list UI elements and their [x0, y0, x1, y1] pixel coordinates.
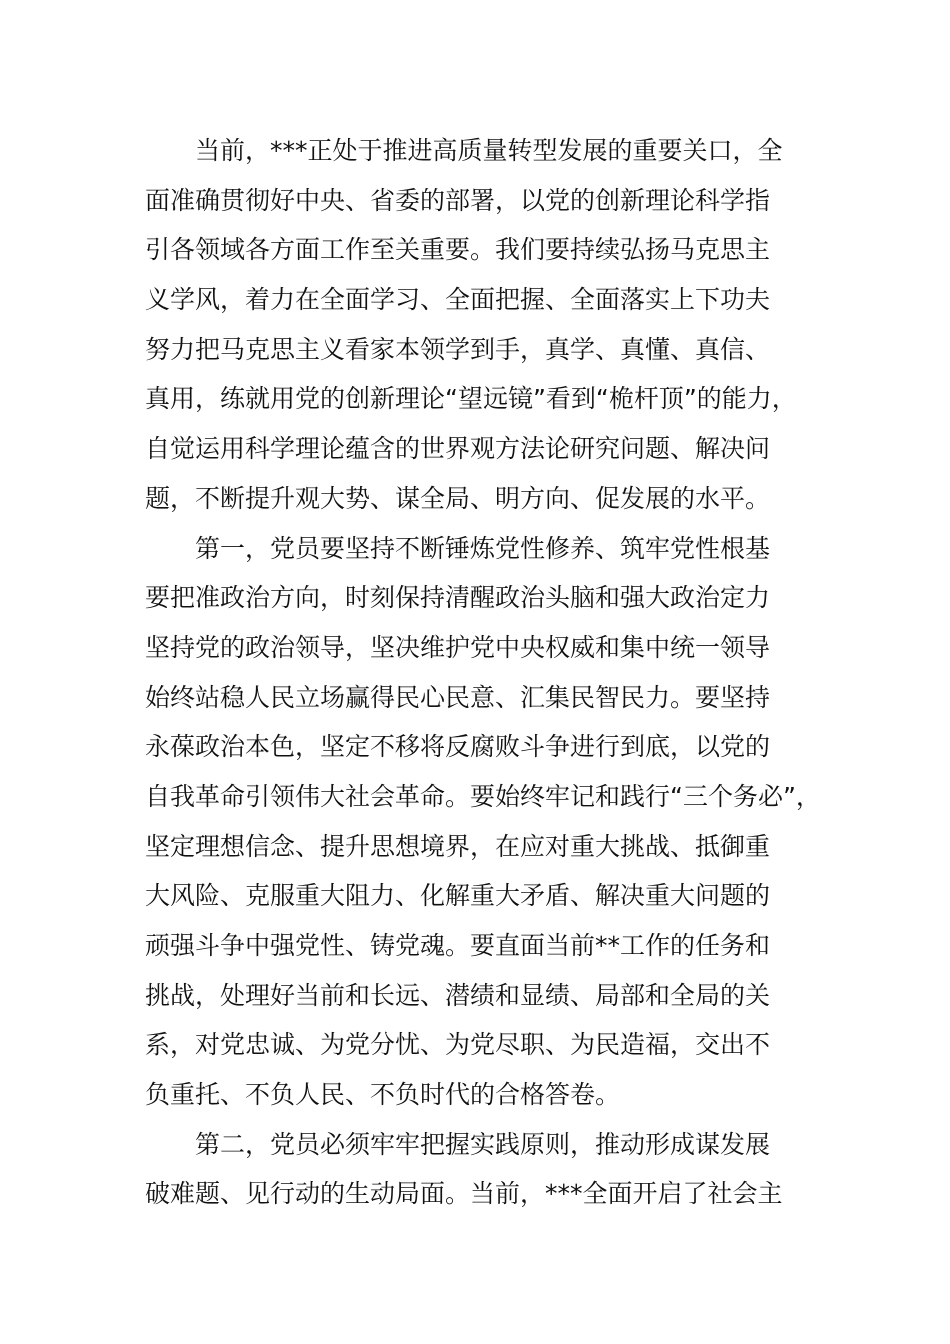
- paragraph-1-line-4: 义学风，着力在全面学习、全面把握、全面落实上下功夫: [145, 285, 771, 315]
- paragraph-3-line-1: 第二，党员必须牢牢把握实践原则，推动形成谋发展: [195, 1129, 771, 1159]
- paragraph-2-line-3: 坚持党的政治领导，坚决维护党中央权威和集中统一领导: [145, 632, 771, 662]
- paragraph-1-line-5: 努力把马克思主义看家本领学到手，真学、真懂、真信、: [145, 334, 771, 364]
- paragraph-2-line-9: 顽强斗争中强党性、铸党魂。要直面当前**工作的任务和: [145, 931, 771, 960]
- document-body: [145, 126, 821, 1219]
- paragraph-2-line-12: 负重托、不负人民、不负时代的合格答卷。: [145, 1080, 621, 1110]
- paragraph-1-line-6: 真用，练就用党的创新理论“望远镜”看到“桅杆顶”的能力，: [145, 384, 797, 414]
- paragraph-1-line-3: 引各领域各方面工作至关重要。我们要持续弘扬马克思主: [145, 235, 771, 265]
- paragraph-2-line-11: 系，对党忠诚、为党分忧、为党尽职、为民造福，交出不: [145, 1030, 771, 1060]
- paragraph-2-line-6: 自我革命引领伟大社会革命。要始终牢记和践行“三个务必”，: [145, 781, 821, 811]
- paragraph-2-line-2: 要把准政治方向，时刻保持清醒政治头脑和强大政治定力: [145, 583, 771, 613]
- paragraph-2-line-1: 第一，党员要坚持不断锤炼党性修养、筑牢党性根基: [195, 533, 771, 563]
- paragraph-2-line-7: 坚定理想信念、提升思想境界，在应对重大挑战、抵御重: [145, 831, 771, 861]
- paragraph-2-line-8: 大风险、克服重大阻力、化解重大矛盾、解决重大问题的: [145, 881, 771, 911]
- paragraph-1-line-8: 题，不断提升观大势、谋全局、明方向、促发展的水平。: [145, 483, 771, 513]
- paragraph-2-line-4: 始终站稳人民立场赢得民心民意、汇集民智民力。要坚持: [145, 682, 771, 712]
- paragraph-2-line-10: 挑战，处理好当前和长远、潜绩和显绩、局部和全局的关: [145, 980, 771, 1010]
- paragraph-1-line-2: 面准确贯彻好中央、省委的部署，以党的创新理论科学指: [145, 185, 771, 215]
- paragraph-1-line-1: 当前，***正处于推进高质量转型发展的重要关口，全: [195, 136, 783, 165]
- paragraph-2-line-5: 永葆政治本色，坚定不移将反腐败斗争进行到底，以党的: [145, 732, 771, 762]
- paragraph-1-line-7: 自觉运用科学理论蕴含的世界观方法论研究问题、解决问: [145, 434, 771, 464]
- paragraph-3-line-2: 破难题、见行动的生动局面。当前，***全面开启了社会主: [145, 1179, 783, 1209]
